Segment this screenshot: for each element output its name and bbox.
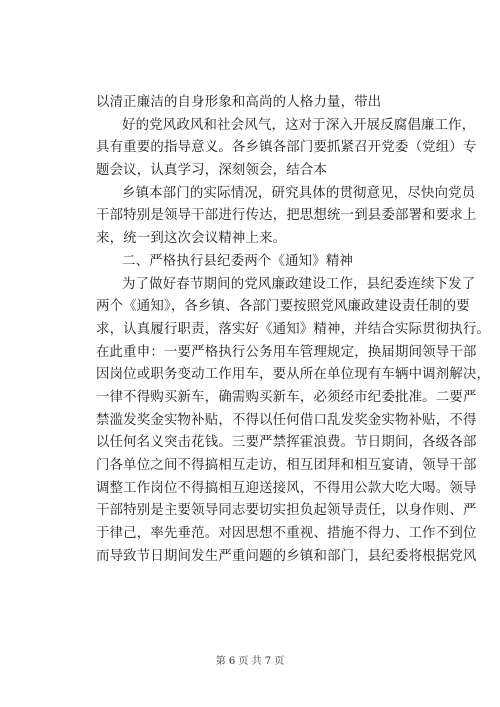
page-footer: 第 6 页 共 7 页: [215, 656, 285, 667]
text-line: 为了做好春节期间的党风廉政建设工作，县纪委连续下发了: [122, 276, 476, 292]
text-line: 一律不得购买新车，确需购买新车，必须经市纪委批准。二要严: [96, 389, 477, 405]
text-line: 两个《通知》，各乡镇、各部门要按照党风廉政建设责任制的要: [96, 299, 470, 315]
text-line: 于律己，率先垂范。对因思想不重视、措施不得力、工作不到位: [96, 526, 477, 542]
text-line: 而导致节日期间发生严重问题的乡镇和部门，县纪委将根据党风: [96, 548, 477, 564]
text-line: 乡镇本部门的实际情况，研究具体的贯彻意见，尽快向党员: [122, 185, 476, 201]
text-line: 调整工作岗位不得搞相互迎送接风，不得用公款大吃大喝。领导: [96, 480, 477, 496]
text-line: 禁滥发奖金实物补贴，不得以任何借口乱发奖金实物补贴，不得: [96, 412, 477, 428]
text-line: 干部特别是领导干部进行传达，把思想统一到县委部署和要求上: [96, 208, 477, 224]
section-heading: 二、严格执行县纪委两个《通知》精神: [122, 253, 354, 269]
text-line: 在此重申：一要严格执行公务用车管理规定，换届期间领导干部: [96, 344, 477, 360]
text-line: 来，统一到这次会议精神上来。: [96, 231, 287, 247]
text-line: 求，认真履行职责，落实好《通知》精神，并结合实际贯彻执行。: [96, 321, 491, 337]
text-line: 干部特别是主要领导同志要切实担负起领导责任，以身作则、严: [96, 503, 477, 519]
text-line: 以任何名义突击花钱。三要严禁挥霍浪费。节日期间，各级各部: [96, 435, 477, 451]
document-body: [96, 92, 491, 568]
text-line: 以清正廉洁的自身形象和高尚的人格力量，带出: [96, 95, 382, 110]
text-line: 因岗位或职务变动工作用车，要从所在单位现有车辆中调剂解决，: [96, 367, 491, 383]
text-line: 门各单位之间不得搞相互走访，相互团拜和相互宴请，领导干部: [96, 458, 477, 473]
text-line: 具有重要的指导意义。各乡镇各部门要抓紧召开党委（党组）专: [96, 140, 477, 156]
text-line: 题会议，认真学习，深刻领会，结合本: [96, 163, 328, 179]
text-line: 好的党风政风和社会风气，这对于深入开展反腐倡廉工作，: [122, 117, 476, 133]
